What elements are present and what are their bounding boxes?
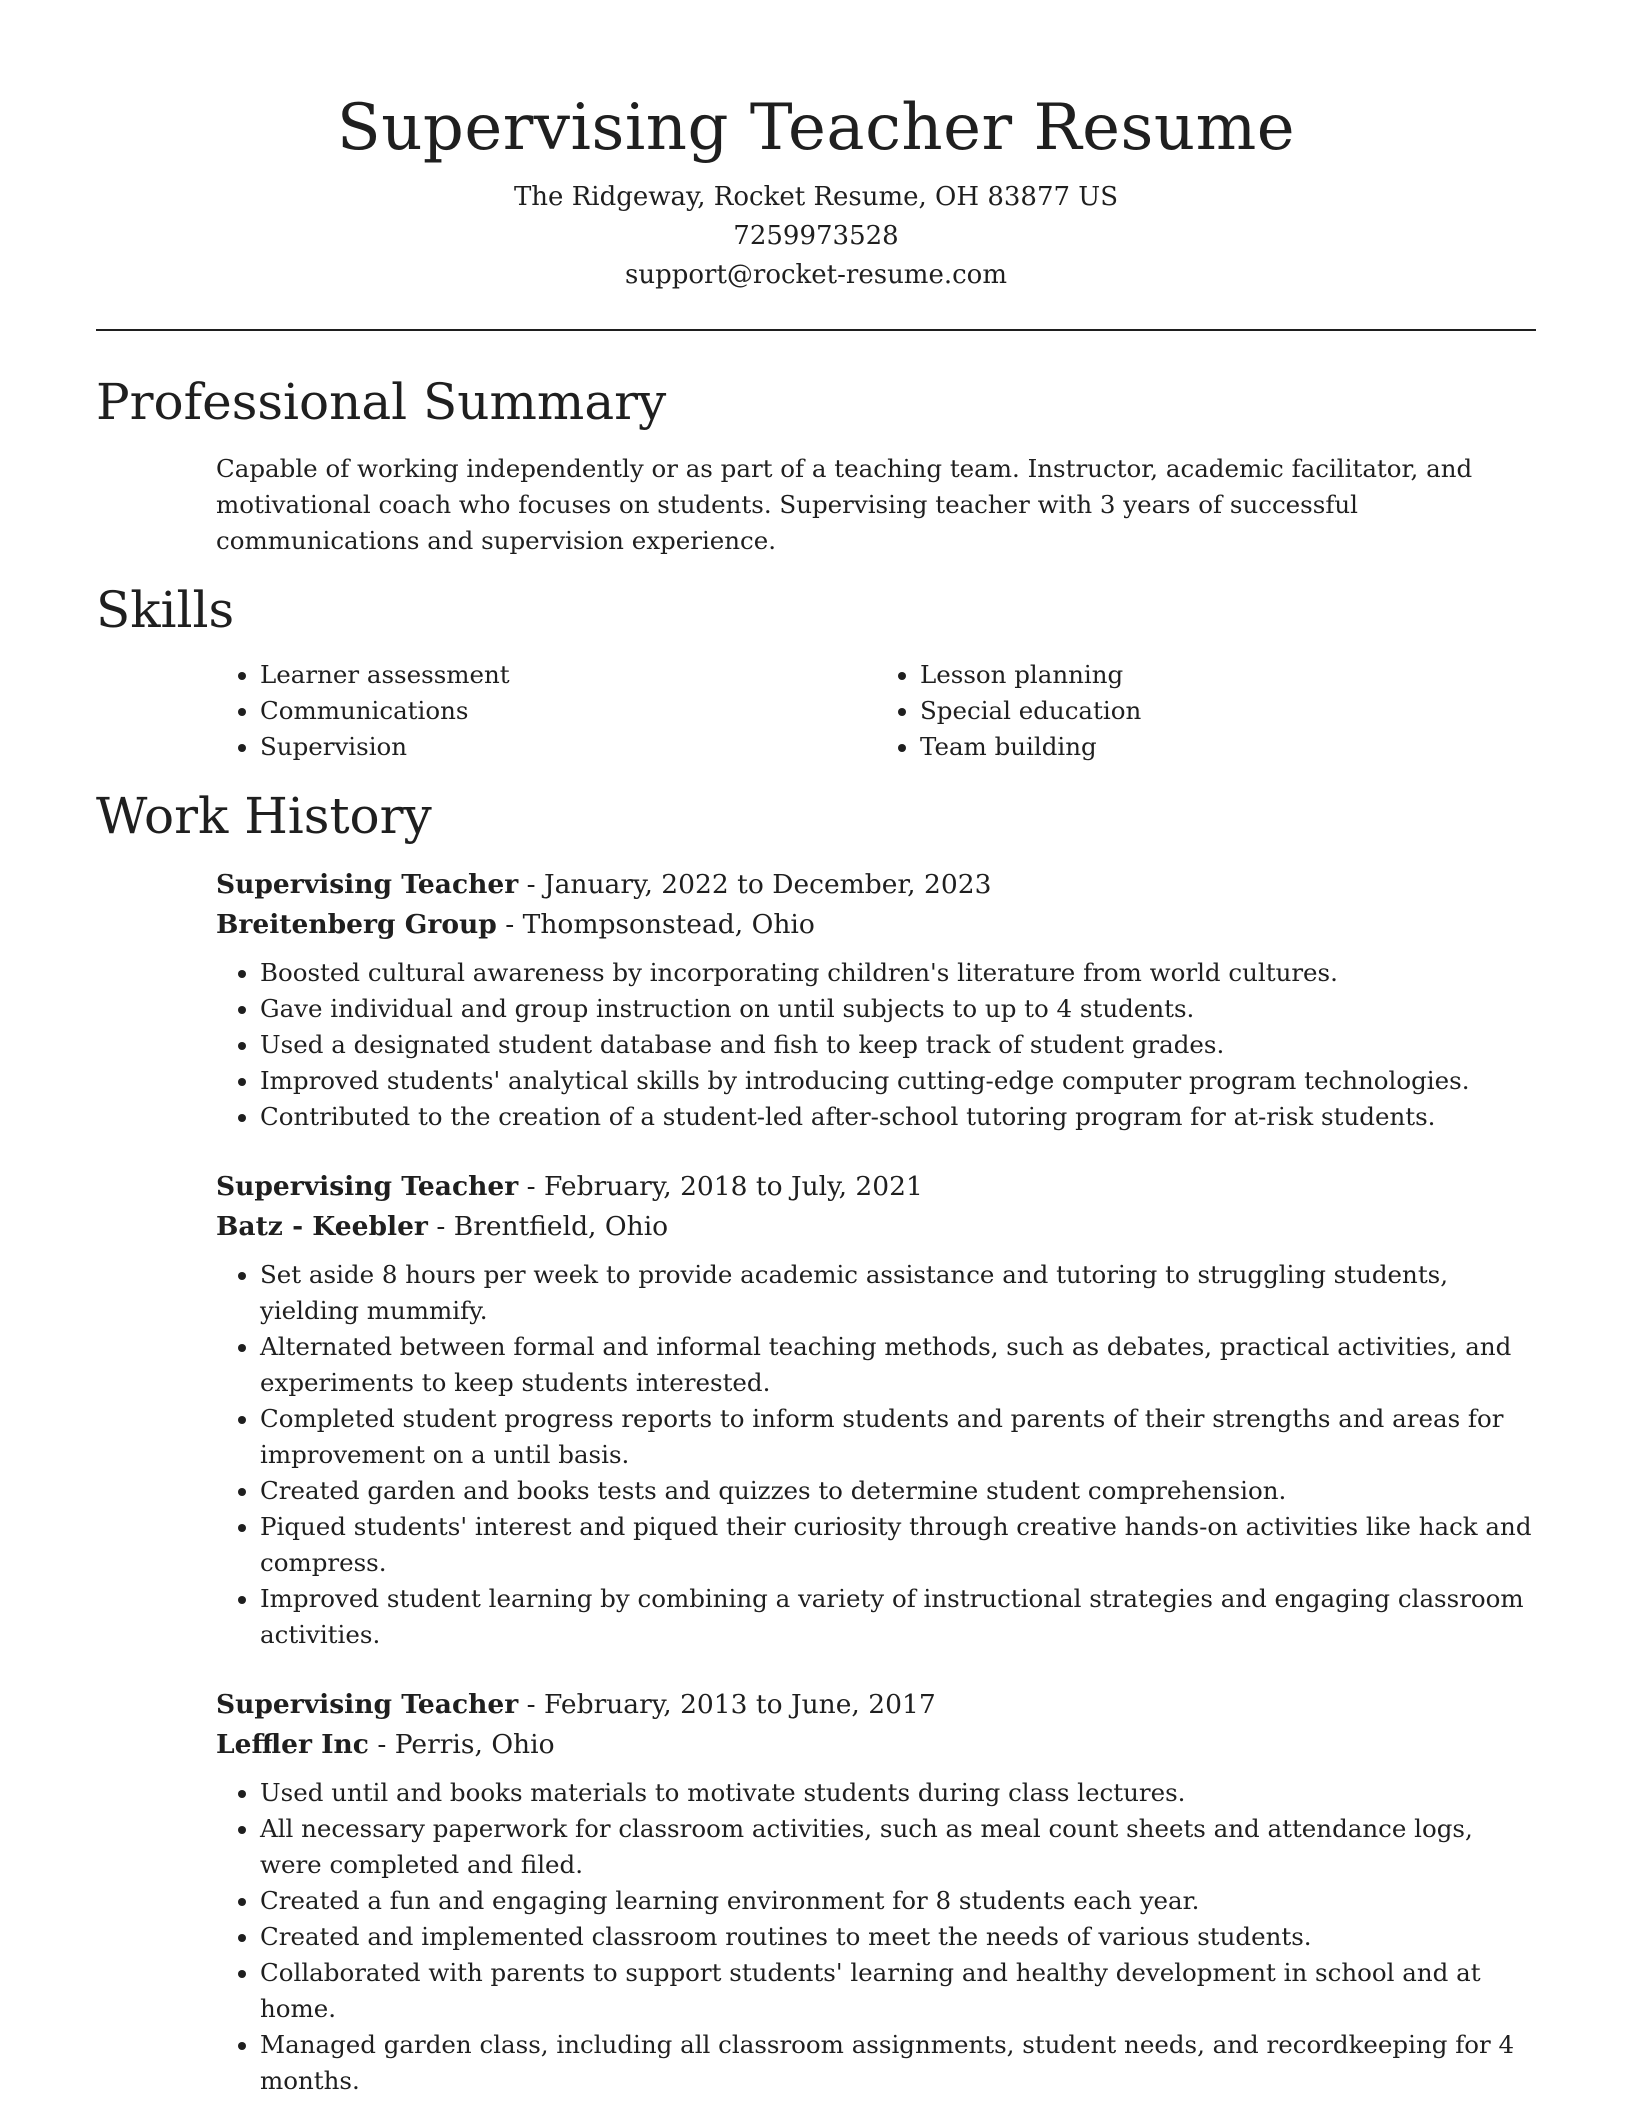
job-entry — [216, 865, 1536, 1135]
separator: - — [427, 1211, 454, 1242]
job-bullets — [216, 955, 1536, 1135]
job-location: Perris, Ohio — [394, 1729, 555, 1760]
job-bullets — [216, 1257, 1536, 1653]
resume-page — [96, 0, 1536, 2099]
job-bullet: • Contributed to the creation of a student-led after-school tutoring program for at-risk students. — [260, 1099, 1536, 1135]
job-location: Brentfield, Ohio — [453, 1211, 669, 1242]
skills-column-left — [216, 657, 876, 765]
job-dates: January, 2022 to December, 2023 — [543, 869, 992, 900]
skills-list — [216, 657, 1536, 765]
job-bullet: • Managed garden class, including all classroom assignments, student needs, and recordkeeping for 4 months. — [260, 2027, 1536, 2099]
job-dates: February, 2018 to July, 2021 — [543, 1171, 923, 1202]
skill-item: • Supervision — [260, 729, 876, 765]
summary-text: Capable of working independently or as part of a teaching team. Instructor, academic facilitator, and motivational coach who focuses on students. Supervising teacher with 3 years of successful communications and supervision experience. — [216, 454, 1473, 555]
job-bullet: • Created garden and books tests and quizzes to determine student comprehension. — [260, 1473, 1536, 1509]
email: support@rocket-resume.com — [624, 260, 1007, 290]
job-entry — [216, 1685, 1536, 2099]
job-bullet: • Used a designated student database and fish to keep track of student grades. — [260, 1027, 1536, 1063]
skill-item: • Lesson planning — [920, 657, 1536, 693]
job-bullet: • Alternated between formal and informal teaching methods, such as debates, practical activities, and experiments to keep students interested. — [260, 1329, 1536, 1401]
skills-column-right — [876, 657, 1536, 765]
job-company: Breitenberg Group — [216, 909, 497, 940]
job-bullet: • Created and implemented classroom routines to meet the needs of various students. — [260, 1919, 1536, 1955]
job-company-line — [216, 1725, 1536, 1765]
job-title-line — [216, 1685, 1536, 1725]
contact-block — [96, 178, 1536, 295]
job-company: Leffler Inc — [216, 1729, 369, 1760]
skill-item: • Team building — [920, 729, 1536, 765]
job-company-line — [216, 905, 1536, 945]
skill-item: • Learner assessment — [260, 657, 876, 693]
job-title-line — [216, 1167, 1536, 1207]
job-role: Supervising Teacher — [216, 1171, 519, 1202]
separator: - — [368, 1729, 395, 1760]
skills-heading: Skills — [96, 581, 235, 639]
job-dates: February, 2013 to June, 2017 — [543, 1689, 936, 1720]
skill-item: • Communications — [260, 693, 876, 729]
job-bullet: • Improved student learning by combining a variety of instructional strategies and engaging classroom activities. — [260, 1581, 1536, 1653]
separator: - — [518, 1171, 544, 1202]
job-company: Batz - Keebler — [216, 1211, 428, 1242]
job-bullet: • Improved students' analytical skills by introducing cutting-edge computer program technologies. — [260, 1063, 1536, 1099]
header-divider — [96, 329, 1536, 331]
job-bullet: • Used until and books materials to motivate students during class lectures. — [260, 1775, 1536, 1811]
job-entry — [216, 1167, 1536, 1653]
job-role: Supervising Teacher — [216, 1689, 519, 1720]
job-location: Thompsonstead, Ohio — [522, 909, 815, 940]
job-bullet: • All necessary paperwork for classroom activities, such as meal count sheets and attendance logs, were completed and filed. — [260, 1811, 1536, 1883]
job-bullets — [216, 1775, 1536, 2099]
summary-heading: Professional Summary — [96, 373, 667, 431]
job-bullet: • Boosted cultural awareness by incorporating children's literature from world cultures. — [260, 955, 1536, 991]
job-company-line — [216, 1207, 1536, 1247]
work-history-heading: Work History — [96, 787, 432, 845]
separator: - — [518, 1689, 544, 1720]
job-bullet: • Collaborated with parents to support students' learning and healthy development in school and at home. — [260, 1955, 1536, 2027]
job-bullet: • Piqued students' interest and piqued their curiosity through creative hands-on activities like hack and compress. — [260, 1509, 1536, 1581]
job-bullet: • Gave individual and group instruction on until subjects to up to 4 students. — [260, 991, 1536, 1027]
address: The Ridgeway, Rocket Resume, OH 83877 US — [513, 182, 1119, 212]
job-bullet: • Created a fun and engaging learning environment for 8 students each year. — [260, 1883, 1536, 1919]
separator: - — [518, 869, 544, 900]
skill-item: • Special education — [920, 693, 1536, 729]
job-bullet: • Set aside 8 hours per week to provide academic assistance and tutoring to struggling students, yielding mummify. — [260, 1257, 1536, 1329]
job-role: Supervising Teacher — [216, 869, 519, 900]
separator: - — [496, 909, 523, 940]
phone: 7259973528 — [733, 221, 899, 251]
resume-title: Supervising Teacher Resume — [336, 91, 1296, 165]
job-bullet: • Completed student progress reports to inform students and parents of their strengths and areas for improvement on a until basis. — [260, 1401, 1536, 1473]
job-title-line — [216, 865, 1536, 905]
